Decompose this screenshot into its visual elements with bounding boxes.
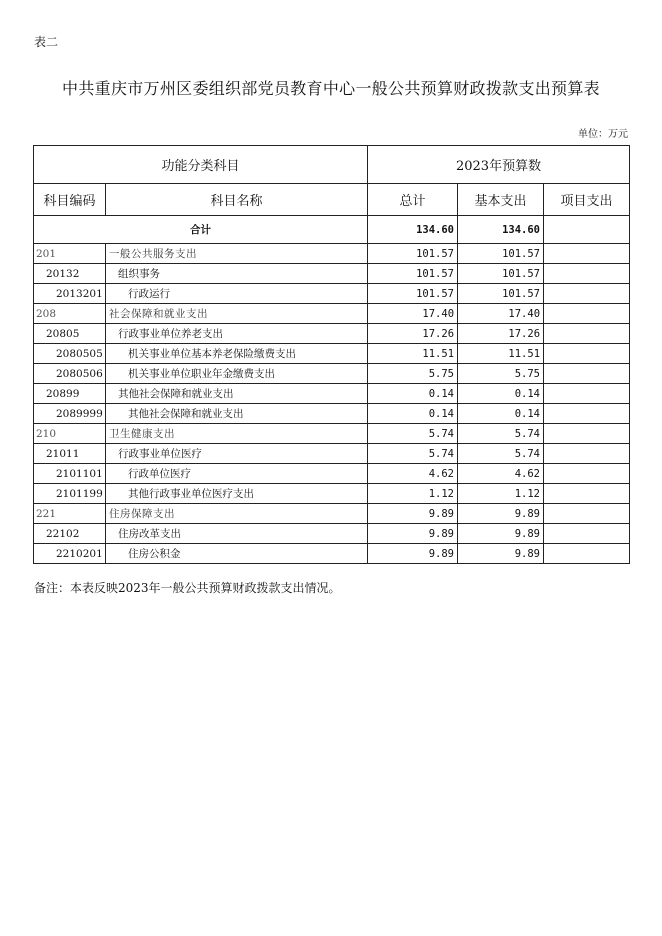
row-code: 2089999 [34, 404, 106, 424]
row-project [544, 444, 630, 464]
table-row [34, 484, 630, 504]
table-row [34, 284, 630, 304]
row-code: 201 [34, 244, 106, 264]
row-total: 1.12 [368, 484, 458, 504]
table-row [34, 504, 630, 524]
row-code: 2013201 [34, 284, 106, 304]
table-row [34, 384, 630, 404]
column-header-code: 科目编码 [34, 184, 106, 216]
table-row [34, 524, 630, 544]
total-project [544, 216, 630, 244]
table-row [34, 544, 630, 564]
table-row [34, 444, 630, 464]
row-name: 其他社会保障和就业支出 [106, 384, 368, 404]
row-total: 4.62 [368, 464, 458, 484]
row-code: 20899 [34, 384, 106, 404]
row-code: 21011 [34, 444, 106, 464]
row-name: 机关事业单位基本养老保险缴费支出 [106, 344, 368, 364]
row-basic: 0.14 [458, 384, 544, 404]
row-basic: 1.12 [458, 484, 544, 504]
row-name: 行政单位医疗 [106, 464, 368, 484]
total-row [34, 216, 630, 244]
row-project [544, 344, 630, 364]
row-code: 208 [34, 304, 106, 324]
row-name: 一般公共服务支出 [106, 244, 368, 264]
group-header-budget: 2023年预算数 [368, 146, 630, 184]
total-basic: 134.60 [458, 216, 544, 244]
unit-label: 单位：万元 [578, 129, 628, 140]
page-title: 中共重庆市万州区委组织部党员教育中心一般公共预算财政拨款支出预算表 [62, 79, 600, 98]
column-header-total: 总计 [368, 184, 458, 216]
row-total: 11.51 [368, 344, 458, 364]
row-total: 9.89 [368, 544, 458, 564]
row-code: 2101199 [34, 484, 106, 504]
row-project [544, 324, 630, 344]
row-total: 101.57 [368, 244, 458, 264]
row-basic: 4.62 [458, 464, 544, 484]
row-name: 社会保障和就业支出 [106, 304, 368, 324]
table-id: 表二 [34, 35, 59, 49]
row-name: 行政运行 [106, 284, 368, 304]
row-name: 行政事业单位养老支出 [106, 324, 368, 344]
row-project [544, 484, 630, 504]
row-total: 101.57 [368, 284, 458, 304]
row-total: 17.26 [368, 324, 458, 344]
table-row [34, 404, 630, 424]
table-row [34, 364, 630, 384]
row-code: 22102 [34, 524, 106, 544]
footer-note: 备注：本表反映2023年一般公共预算财政拨款支出情况。 [34, 581, 341, 595]
row-project [544, 284, 630, 304]
row-project [544, 364, 630, 384]
row-total: 5.74 [368, 444, 458, 464]
row-basic: 9.89 [458, 524, 544, 544]
budget-table [33, 145, 630, 564]
row-basic: 17.26 [458, 324, 544, 344]
row-project [544, 264, 630, 284]
row-name: 行政事业单位医疗 [106, 444, 368, 464]
table-row [34, 304, 630, 324]
row-project [544, 424, 630, 444]
row-code: 2210201 [34, 544, 106, 564]
column-header-project: 项目支出 [544, 184, 630, 216]
row-total: 17.40 [368, 304, 458, 324]
row-basic: 9.89 [458, 504, 544, 524]
row-code: 20805 [34, 324, 106, 344]
row-project [544, 244, 630, 264]
row-total: 101.57 [368, 264, 458, 284]
total-amount: 134.60 [368, 216, 458, 244]
row-project [544, 404, 630, 424]
table-row [34, 264, 630, 284]
row-code: 2080506 [34, 364, 106, 384]
row-project [544, 384, 630, 404]
column-header-basic: 基本支出 [458, 184, 544, 216]
table-row [34, 344, 630, 364]
row-basic: 5.74 [458, 424, 544, 444]
row-name: 其他行政事业单位医疗支出 [106, 484, 368, 504]
row-basic: 5.74 [458, 444, 544, 464]
table-row [34, 424, 630, 444]
row-total: 9.89 [368, 524, 458, 544]
row-code: 221 [34, 504, 106, 524]
row-total: 9.89 [368, 504, 458, 524]
row-total: 0.14 [368, 404, 458, 424]
row-total: 5.75 [368, 364, 458, 384]
total-label: 合计 [34, 216, 368, 244]
row-basic: 17.40 [458, 304, 544, 324]
row-name: 机关事业单位职业年金缴费支出 [106, 364, 368, 384]
row-basic: 101.57 [458, 264, 544, 284]
row-name: 住房改革支出 [106, 524, 368, 544]
row-code: 2101101 [34, 464, 106, 484]
row-name: 住房公积金 [106, 544, 368, 564]
row-total: 5.74 [368, 424, 458, 444]
group-header-function: 功能分类科目 [34, 146, 368, 184]
row-name: 卫生健康支出 [106, 424, 368, 444]
column-header-name: 科目名称 [106, 184, 368, 216]
row-name: 组织事务 [106, 264, 368, 284]
row-name: 住房保障支出 [106, 504, 368, 524]
header-row-columns [34, 184, 630, 216]
row-basic: 9.89 [458, 544, 544, 564]
row-name: 其他社会保障和就业支出 [106, 404, 368, 424]
row-code: 2080505 [34, 344, 106, 364]
row-basic: 5.75 [458, 364, 544, 384]
row-basic: 101.57 [458, 284, 544, 304]
row-code: 210 [34, 424, 106, 444]
row-total: 0.14 [368, 384, 458, 404]
row-project [544, 304, 630, 324]
row-basic: 0.14 [458, 404, 544, 424]
table-row [34, 464, 630, 484]
row-basic: 101.57 [458, 244, 544, 264]
row-basic: 11.51 [458, 344, 544, 364]
row-project [544, 464, 630, 484]
table-row [34, 324, 630, 344]
row-project [544, 544, 630, 564]
header-row-group [34, 146, 630, 184]
row-project [544, 524, 630, 544]
row-project [544, 504, 630, 524]
table-row [34, 244, 630, 264]
row-code: 20132 [34, 264, 106, 284]
